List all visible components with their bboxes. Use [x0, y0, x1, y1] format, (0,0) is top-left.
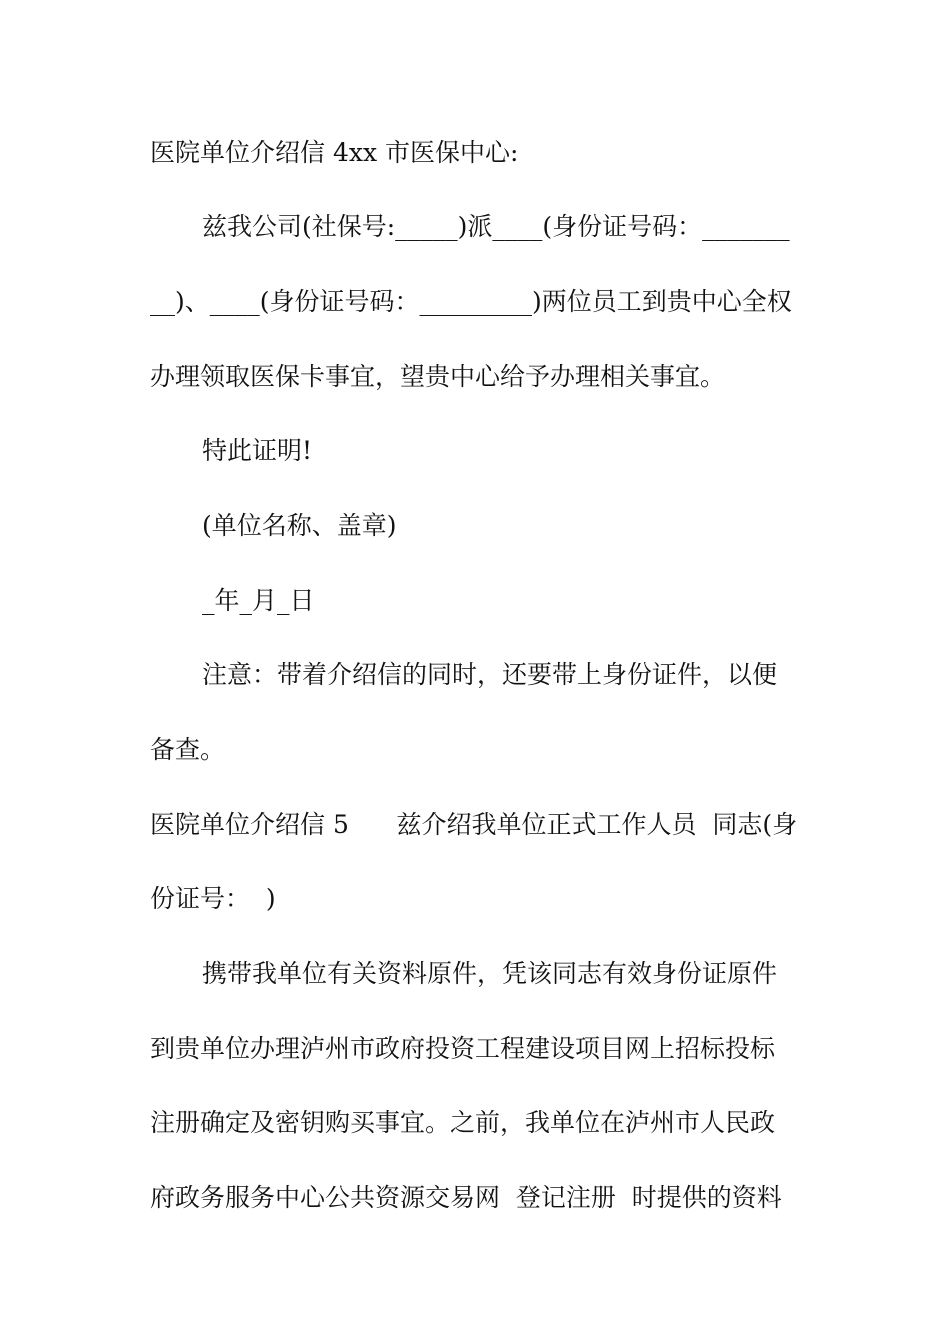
letter5-body-line-2: 到贵单位办理泸州市政府投资工程建设项目网上招标投标	[150, 1034, 776, 1063]
letter4-title: 医院单位介绍信 4xx 市医保中心:	[150, 138, 519, 167]
letter4-body-line-2: __)、____(身份证号码：_________)两位员工到贵中心全权	[150, 287, 792, 316]
letter5-body-line-3: 注册确定及密钥购买事宜。之前，我单位在泸州市人民政	[150, 1108, 776, 1137]
letter5-title-line: 医院单位介绍信 5 兹介绍我单位正式工作人员 同志(身	[150, 810, 798, 839]
note-line-2: 备查。	[150, 735, 226, 764]
date-line: _年_月_日	[202, 586, 315, 615]
letter5-body-line-1: 携带我单位有关资料原件，凭该同志有效身份证原件	[202, 959, 778, 988]
letter5-body-line-4: 府政务服务中心公共资源交易网 登记注册 时提供的资料	[150, 1183, 782, 1212]
letter4-body-line-3: 办理领取医保卡事宜，望贵中心给予办理相关事宜。	[150, 362, 726, 391]
letter4-body-line-1: 兹我公司(社保号:_____)派____(身份证号码：_______	[202, 212, 790, 241]
unit-name-seal: (单位名称、盖章)	[202, 511, 397, 540]
letter5-id-line: 份证号： )	[150, 884, 276, 913]
certify-statement: 特此证明!	[202, 436, 313, 465]
note-line-1: 注意：带着介绍信的同时，还要带上身份证件，以便	[202, 660, 778, 689]
